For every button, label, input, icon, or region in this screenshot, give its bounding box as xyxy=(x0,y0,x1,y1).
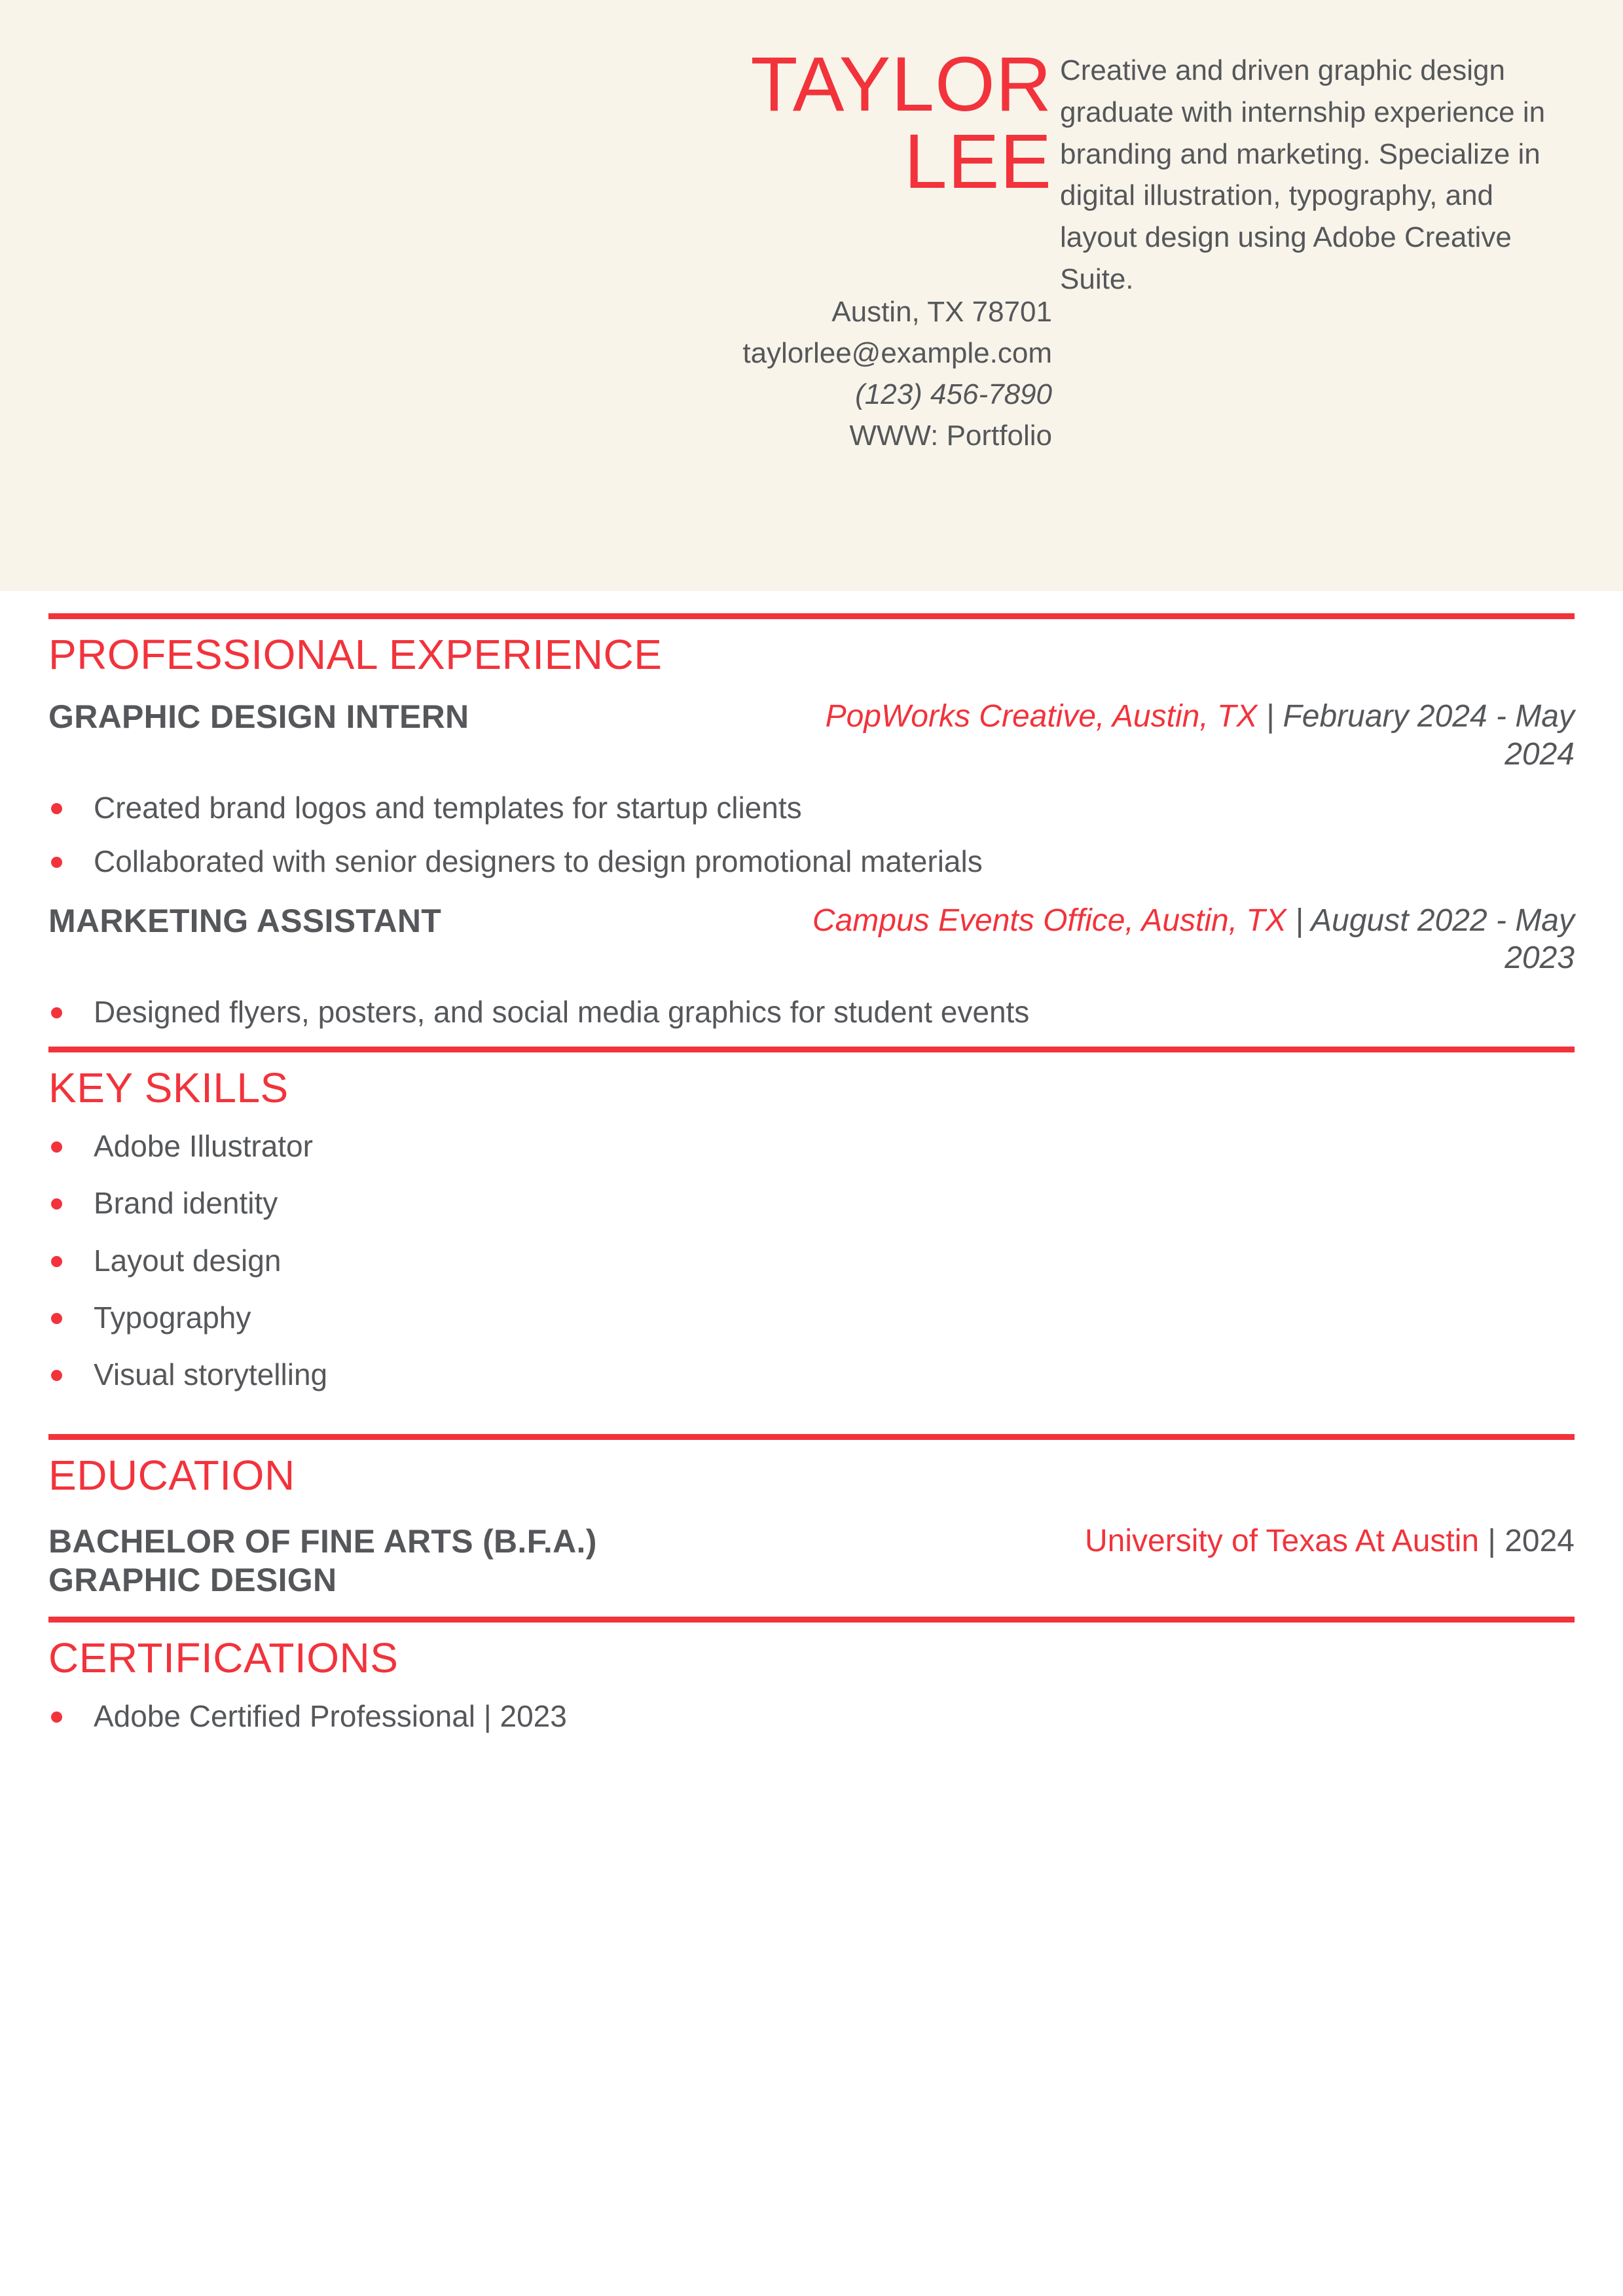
list-item: Designed flyers, posters, and social media graphics for student events xyxy=(48,994,1575,1030)
section-professional-experience xyxy=(48,591,1575,1032)
degree-name: BACHELOR OF FINE ARTS (B.F.A.) xyxy=(48,1522,597,1560)
section-divider xyxy=(48,1617,1575,1623)
name-line-first: TAYLOR xyxy=(750,41,1052,128)
section-divider xyxy=(48,1434,1575,1440)
list-item: Typography xyxy=(48,1300,1575,1335)
contact-phone: (123) 456-7890 xyxy=(855,378,1052,410)
list-item: Brand identity xyxy=(48,1185,1575,1221)
experience-entry xyxy=(48,698,1575,773)
resume-header xyxy=(0,0,1623,591)
section-education xyxy=(48,1417,1575,1602)
name-line-last: LEE xyxy=(903,118,1052,205)
job-company: PopWorks Creative, Austin, TX xyxy=(825,699,1258,734)
graduation-year: | 2024 xyxy=(1479,1523,1575,1558)
section-heading-certifications: CERTIFICATIONS xyxy=(48,1634,399,1681)
list-item: Layout design xyxy=(48,1243,1575,1278)
section-divider xyxy=(48,1047,1575,1052)
experience-entry xyxy=(48,902,1575,977)
job-company-dates xyxy=(801,698,1575,773)
section-certifications xyxy=(48,1602,1575,1736)
skills-list xyxy=(48,1128,1575,1392)
job-bullet-list xyxy=(48,790,1575,880)
header-identity-block xyxy=(48,41,1060,457)
degree-title xyxy=(48,1522,801,1600)
list-item: Created brand logos and templates for startup clients xyxy=(48,790,1575,825)
certifications-list xyxy=(48,1698,1575,1734)
job-bullet-list xyxy=(48,994,1575,1030)
section-heading-experience: PROFESSIONAL EXPERIENCE xyxy=(48,631,663,678)
job-title: GRAPHIC DESIGN INTERN xyxy=(48,698,469,735)
list-item: Visual storytelling xyxy=(48,1357,1575,1392)
degree-field: GRAPHIC DESIGN xyxy=(48,1561,337,1598)
contact-address: Austin, TX 78701 xyxy=(831,296,1052,328)
job-dates: | February 2024 - May 2024 xyxy=(1257,699,1575,772)
job-dates: | August 2022 - May 2023 xyxy=(1286,903,1575,976)
list-item: Adobe Certified Professional | 2023 xyxy=(48,1698,1575,1734)
job-title: MARKETING ASSISTANT xyxy=(48,902,442,939)
page-title xyxy=(750,41,1052,205)
section-heading-education: EDUCATION xyxy=(48,1451,295,1499)
school-and-year xyxy=(801,1522,1575,1560)
section-heading-skills: KEY SKILLS xyxy=(48,1064,289,1112)
education-entry xyxy=(48,1522,1575,1600)
contact-website[interactable]: WWW: Portfolio xyxy=(849,419,1052,452)
school-name: University of Texas At Austin xyxy=(1085,1523,1480,1558)
job-company: Campus Events Office, Austin, TX xyxy=(812,903,1286,938)
list-item: Collaborated with senior designers to design promotional materials xyxy=(48,844,1575,879)
resume-body xyxy=(0,591,1623,1736)
section-divider xyxy=(48,613,1575,619)
contact-email[interactable]: taylorlee@example.com xyxy=(742,336,1052,369)
job-company-dates xyxy=(801,902,1575,977)
profile-summary: Creative and driven graphic design graduate with internship experience in branding and marketing. Specialize in digital illustration, typography, and layout design using Adobe Creative Suite. xyxy=(1060,54,1546,295)
list-item: Adobe Illustrator xyxy=(48,1128,1575,1164)
contact-info xyxy=(742,292,1052,457)
section-key-skills xyxy=(48,1032,1575,1416)
